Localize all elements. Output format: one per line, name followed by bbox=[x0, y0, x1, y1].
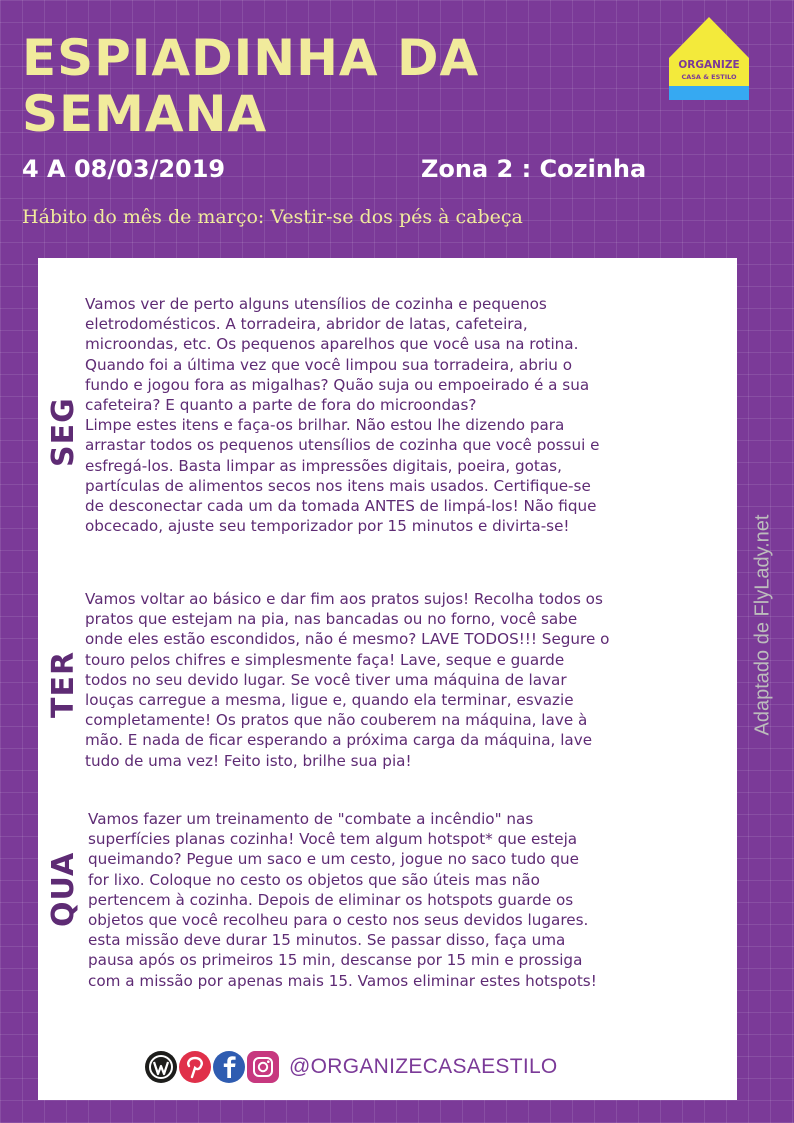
text-line: for lixo. Coloque no cesto os objetos que são úteis mas não bbox=[88, 870, 540, 889]
date-range: 4 A 08/03/2019 bbox=[22, 155, 226, 183]
text-line: tudo de uma vez! Feito isto, brilhe sua pia! bbox=[85, 751, 412, 770]
day-text-seg bbox=[85, 294, 725, 536]
text-line: cafeteira? E quanto a parte de fora do microondas? bbox=[85, 396, 477, 415]
text-line: superfícies planas cozinha! Você tem algum hotspot* que esteja bbox=[88, 830, 578, 849]
text-line: touro pelos chifres e simplesmente faça! Lave, seque e guarde bbox=[85, 650, 565, 669]
text-line: Vamos voltar ao básico e dar fim aos pratos sujos! Recolha todos os bbox=[85, 590, 603, 608]
text-line: de desconectar cada um da tomada ANTES de limpá-los! Não fique bbox=[85, 497, 597, 516]
side-credit: Adaptado de FlyLady.net bbox=[751, 514, 774, 736]
page-title-line-2: SEMANA bbox=[22, 85, 268, 143]
text-line: completamente! Os pratos que não couberem na máquina, lave à bbox=[85, 711, 588, 730]
text-line: com a missão por apenas mais 15. Vamos eliminar estes hotspots! bbox=[88, 971, 597, 990]
instagram-icon[interactable] bbox=[247, 1051, 279, 1083]
day-text-ter bbox=[85, 589, 725, 771]
text-line: Limpe estes itens e faça-os brilhar. Não estou lhe dizendo para bbox=[85, 416, 565, 435]
weekly-tasks-card bbox=[38, 258, 737, 1100]
text-line: microondas, etc. Os pequenos aparelhos que você usa na rotina. bbox=[85, 335, 579, 354]
text-line: pertencem à cozinha. Depois de eliminar os hotspots guarde os bbox=[88, 890, 574, 909]
text-line: esfregá-los. Basta limpar as impressões digitais, poeira, gotas, bbox=[85, 456, 562, 475]
day-label-seg: SEG bbox=[46, 397, 81, 467]
text-line: esta missão deve durar 15 minutos. Se passar disso, faça uma bbox=[88, 931, 566, 950]
text-line: objetos que você recolheu para o cesto nos seus devidos lugares. bbox=[88, 911, 589, 930]
text-line: Vamos ver de perto alguns utensílios de cozinha e pequenos bbox=[85, 295, 547, 313]
text-line: mão. E nada de ficar esperando a próxima carga da máquina, lave bbox=[85, 731, 593, 750]
habit-of-month: Hábito do mês de março: Vestir-se dos pés à cabeça bbox=[22, 206, 523, 228]
text-line: Vamos fazer um treinamento de "combate a incêndio" nas bbox=[88, 810, 534, 828]
text-line: Quando foi a última vez que você limpou sua torradeira, abriu o bbox=[85, 355, 573, 374]
facebook-icon[interactable] bbox=[213, 1051, 245, 1083]
text-line: fundo e jogou fora as migalhas? Quão suja ou empoeirado é a sua bbox=[85, 375, 590, 394]
text-line: eletrodomésticos. A torradeira, abridor de latas, cafeteira, bbox=[85, 315, 528, 334]
pinterest-icon[interactable] bbox=[179, 1051, 211, 1083]
day-label-qua: QUA bbox=[46, 851, 81, 927]
page-title bbox=[22, 30, 479, 142]
text-line: queimando? Pegue um saco e um cesto, jogue no saco tudo que bbox=[88, 850, 579, 869]
page-title-line-1: ESPIADINHA DA bbox=[22, 29, 480, 87]
text-line: pratos que estejam na pia, nas bancadas ou no forno, você sabe bbox=[85, 610, 578, 629]
day-label-ter: TER bbox=[46, 650, 81, 718]
social-handle[interactable]: @ORGANIZECASAESTILO bbox=[289, 1055, 558, 1078]
zone-label: Zona 2 : Cozinha bbox=[421, 155, 647, 183]
text-line: onde eles estão escondidos, não é mesmo? LAVE TODOS!!! Segure o bbox=[85, 630, 610, 649]
brand-logo bbox=[668, 16, 750, 102]
text-line: obcecado, ajuste seu temporizador por 15 minutos e divirta-se! bbox=[85, 517, 570, 536]
text-line: partículas de alimentos secos nos itens mais usados. Certifique-se bbox=[85, 476, 591, 495]
text-line: louças carregue a mesma, ligue e, quando ela terminar, esvazie bbox=[85, 691, 574, 710]
logo-text-line-2: CASA & ESTILO bbox=[681, 73, 737, 81]
day-text-qua bbox=[88, 809, 728, 991]
wordpress-icon[interactable] bbox=[145, 1051, 177, 1083]
text-line: arrastar todos os pequenos utensílios de cozinha que você possui e bbox=[85, 436, 600, 455]
social-footer bbox=[145, 1051, 558, 1083]
text-line: pausa após os primeiros 15 min, descanse por 15 min e prossiga bbox=[88, 951, 583, 970]
logo-text-line-1: ORGANIZE bbox=[678, 59, 740, 71]
text-line: todos no seu devido lugar. Se você tiver uma máquina de lavar bbox=[85, 670, 567, 689]
